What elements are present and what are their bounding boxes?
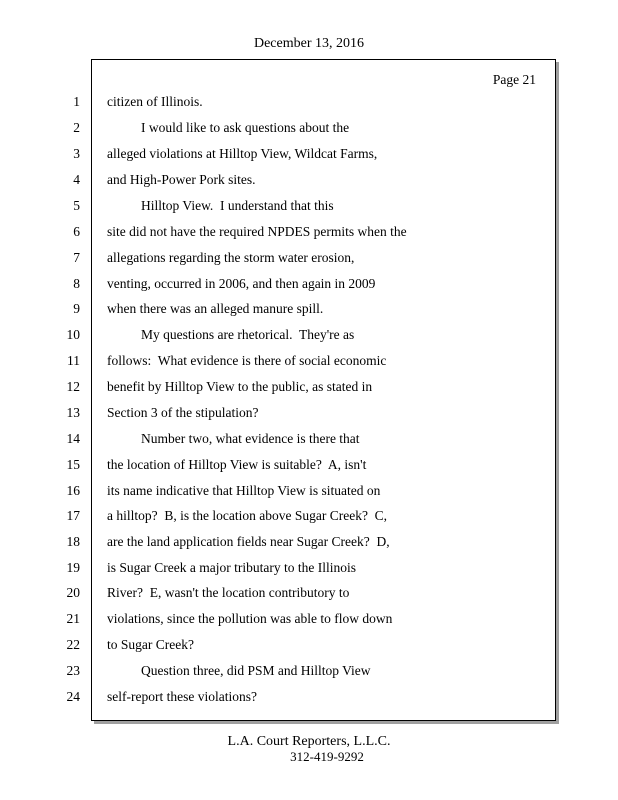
line-number: 23 (66, 663, 80, 678)
line-text: a hilltop? B, is the location above Sugar Creek? C, (107, 508, 388, 523)
line-number: 18 (66, 534, 80, 549)
line-text: Question three, did PSM and Hilltop View (141, 663, 371, 678)
line-number: 14 (66, 431, 80, 446)
line-text: site did not have the required NPDES permits when the (107, 224, 407, 239)
line-text: alleged violations at Hilltop View, Wildcat Farms, (107, 146, 378, 161)
line-text: when there was an alleged manure spill. (107, 301, 324, 316)
line-number: 16 (66, 483, 80, 498)
line-text: to Sugar Creek? (107, 637, 194, 652)
line-number: 17 (66, 508, 80, 523)
line-text: the location of Hilltop View is suitable? A, isn't (107, 457, 367, 472)
line-number: 7 (73, 250, 80, 265)
line-number: 4 (73, 172, 80, 187)
page-number: Page 21 (492, 72, 536, 87)
line-number: 6 (73, 224, 80, 239)
footer-phone: 312-419-9292 (290, 749, 364, 764)
line-text: are the land application fields near Sugar Creek? D, (107, 534, 390, 549)
line-text: self-report these violations? (107, 689, 257, 704)
line-text: I would like to ask questions about the (141, 120, 350, 135)
line-number: 20 (66, 585, 80, 600)
line-text: Section 3 of the stipulation? (107, 405, 259, 420)
header-date: December 13, 2016 (253, 36, 365, 51)
line-number: 19 (66, 560, 80, 575)
line-text: follows: What evidence is there of social economic (107, 353, 387, 368)
line-text: Number two, what evidence is there that (141, 431, 360, 446)
line-text: violations, since the pollution was able to flow down (107, 611, 393, 626)
line-text: is Sugar Creek a major tributary to the Illinois (107, 560, 356, 575)
line-number: 10 (66, 327, 80, 342)
line-number: 2 (73, 120, 80, 135)
line-number: 15 (66, 457, 80, 472)
footer-company: L.A. Court Reporters, L.L.C. (227, 734, 391, 749)
line-number: 9 (73, 301, 80, 316)
line-number: 11 (67, 353, 80, 368)
line-number: 21 (66, 611, 80, 626)
line-text: its name indicative that Hilltop View is situated on (107, 483, 381, 498)
line-text: venting, occurred in 2006, and then again in 2009 (107, 276, 376, 291)
line-number: 22 (66, 637, 80, 652)
line-number: 5 (73, 198, 80, 213)
line-number: 24 (66, 689, 80, 704)
line-number: 3 (73, 146, 80, 161)
line-text: citizen of Illinois. (107, 94, 203, 109)
line-number: 1 (73, 94, 80, 109)
line-text: River? E, wasn't the location contributory to (107, 585, 350, 600)
line-text: benefit by Hilltop View to the public, as stated in (107, 379, 373, 394)
line-text: My questions are rhetorical. They're as (141, 327, 355, 342)
line-number: 13 (66, 405, 80, 420)
line-text: allegations regarding the storm water erosion, (107, 250, 355, 265)
line-text: Hilltop View. I understand that this (141, 198, 334, 213)
line-number: 8 (73, 276, 80, 291)
line-number: 12 (66, 379, 80, 394)
line-text: and High-Power Pork sites. (107, 172, 256, 187)
